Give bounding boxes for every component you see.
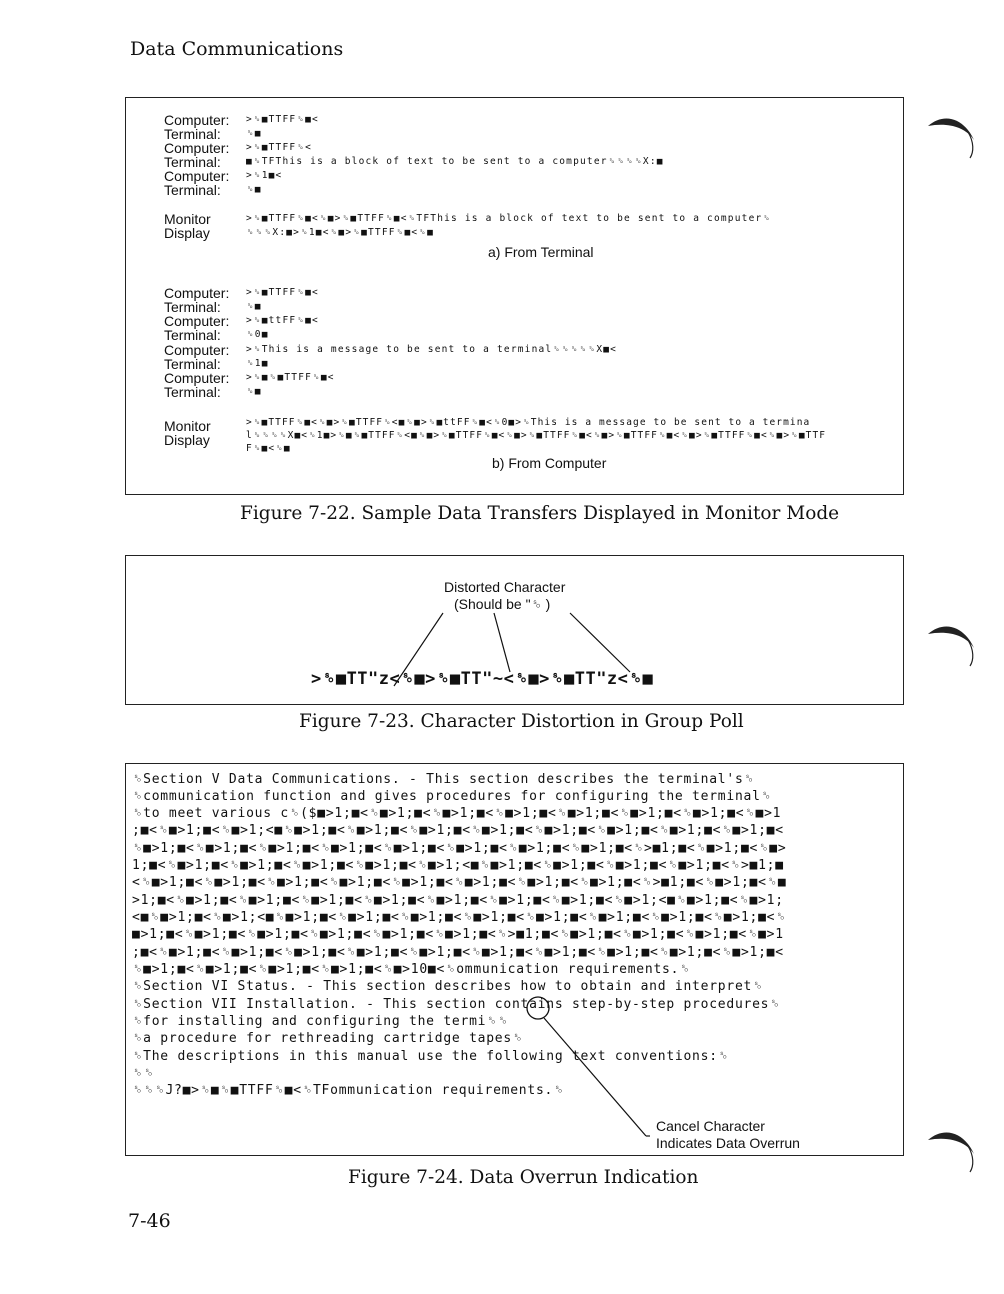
screen-line: ;■<␎■>1;■<␎■>1;■<␎■>1;■<␎■>1;■<␎■>1;■<␎■>1;■<␎■>1;■<␎■>1;■<␎■>1;■<␎■>1;■< (132, 945, 784, 960)
screen-line: ␎Section VI Status. - This section describes how to obtain and interpret␎ (132, 979, 764, 994)
figure-7-23-caption: Figure 7-23. Character Distortion in Group Poll (299, 711, 744, 732)
role-label: Terminal: (164, 299, 221, 315)
distorted-character-hint: (Should be "␎ ) (454, 596, 551, 612)
figure-7-22-box (125, 97, 904, 495)
role-label: Terminal: (164, 327, 221, 343)
transfer-data: >␎■TTFF␎■< (246, 114, 319, 125)
margin-mark-icon (920, 612, 980, 672)
display-label: Display (164, 225, 210, 241)
screen-line: ;■<␎■>1;■<␎■>1;<■␎■>1;■<␎■>1;■<␎■>1;■<␎■>1;■<␎■>1;■<␎■>1;■<␎■>1;■<␎■>1;■< (132, 823, 784, 838)
data-overrun-annotation: Indicates Data Overrun (656, 1135, 800, 1151)
role-label: Computer: (164, 112, 230, 128)
screen-line: ␎■>1;■<␎■>1;■<␎■>1;■<␎■>1;■<␎■>10■<␎ommunication requirements.␎ (132, 962, 691, 977)
screen-line: ␎for installing and configuring the termi␎␎ (132, 1014, 509, 1029)
monitor-label: Monitor (164, 211, 211, 227)
role-label: Terminal: (164, 126, 221, 142)
callout-line (544, 1018, 646, 1136)
figure-7-24-box (125, 763, 904, 1156)
subcaption-a: a) From Terminal (488, 244, 594, 260)
role-label: Computer: (164, 342, 230, 358)
monitor-line: >␎■TTFF␎■<␎■>␎■TTFF␎■<␎TFThis is a block of text to be sent to a computer␎ (246, 213, 772, 224)
screen-line: <■␎■>1;■<␎■>1;<■␎■>1;■<␎■>1;■<␎■>1;■<␎■>1;■<␎■>1;■<␎■>1;■<␎■>1;■<␎■>1;■<␎ (132, 910, 787, 925)
role-label: Computer: (164, 168, 230, 184)
screen-line: ␎communication function and gives procedures for configuring the terminal␎ (132, 789, 772, 804)
screen-line: ␎Section V Data Communications. - This section describes the terminal's␎ (132, 772, 755, 787)
screen-line: ␎␎␎J?■>␎■␎■TTFF␎■<␎TFommunication requirements.␎ (132, 1083, 565, 1098)
screen-line: ■>1;■<␎■>1;■<␎■>1;■<␎■>1;■<␎■>1;■<␎■>1;■<␎>■1;■<␎■>1;■<␎■>1;■<␎■>1;■<␎■>1 (132, 927, 784, 942)
pointer-line-middle (494, 613, 510, 672)
cancel-character-circle (527, 997, 549, 1019)
role-label: Computer: (164, 140, 230, 156)
screen-line: ␎■>1;■<␎■>1;■<␎■>1;■<␎■>1;■<␎■>1;■<␎■>1;■<␎■>1;■<␎■>1;■<␎>■1;■<␎■>1;■<␎■> (132, 841, 787, 856)
figure-7-24-caption: Figure 7-24. Data Overrun Indication (348, 1167, 699, 1188)
screen-line: ␎The descriptions in this manual use the following text conventions:␎ (132, 1049, 729, 1064)
page-number: 7-46 (128, 1210, 171, 1232)
figure-7-22-caption: Figure 7-22. Sample Data Transfers Displayed in Monitor Mode (240, 503, 840, 524)
transfer-data: ␎■ (246, 184, 262, 195)
margin-mark-icon (920, 104, 980, 164)
screen-line: 1;■<␎■>1;■<␎■>1;■<␎■>1;■<␎■>1;■<␎■>1;<■␎■>1;■<␎■>1;■<␎■>1;■<␎■>1;■<␎>■1;■ (132, 858, 784, 873)
screen-line: ␎Section VII Installation. - This section contains step-by-step procedures␎ (132, 997, 781, 1012)
screen-line: <␎■>1;■<␎■>1;■<␎■>1;■<␎■>1;■<␎■>1;■<␎■>1;■<␎■>1;■<␎■>1;■<␎>■1;■<␎■>1;■<␎■ (132, 875, 787, 890)
distorted-character-label: Distorted Character (444, 579, 566, 595)
margin-mark-icon (920, 1118, 980, 1178)
figure-7-23-box (125, 555, 904, 705)
role-label: Terminal: (164, 384, 221, 400)
monitor-label: Monitor (164, 418, 211, 434)
role-label: Terminal: (164, 182, 221, 198)
transfer-data: >␎1■< (246, 170, 283, 181)
transfer-data: >␎■TTFF␎< (246, 142, 313, 153)
page-header: Data Communications (130, 38, 344, 60)
monitor-line: F␎■<␎■ (246, 443, 291, 454)
transfer-data: >␎■ttFF␎■< (246, 315, 319, 326)
role-label: Terminal: (164, 356, 221, 372)
transfer-data: ␎■ (246, 386, 262, 397)
cancel-character-callout (126, 764, 904, 1156)
role-label: Terminal: (164, 154, 221, 170)
transfer-data: ␎■ (246, 128, 262, 139)
monitor-line: >␎■TTFF␎■<␎■>␎■TTFF␎<■␎■>␎■ttFF␎■<␎0■>␎This is a message to be sent to a termina (246, 417, 811, 428)
screen-line: >1;■<␎■>1;■<␎■>1;■<␎■>1;■<␎■>1;■<␎■>1;■<␎■>1;■<␎■>1;■<␎■>1;<■␎■>1;■<␎■>1; (132, 893, 784, 908)
monitor-line: ␎␎␎X:■>␎1■<␎■>␎■TTFF␎■<␎■ (246, 227, 435, 238)
transfer-data: ␎1■ (246, 358, 269, 369)
screen-line: ␎␎ (132, 1066, 155, 1081)
role-label: Computer: (164, 313, 230, 329)
cancel-character-annotation: Cancel Character (656, 1118, 765, 1134)
subcaption-b: b) From Computer (492, 455, 607, 471)
transfer-data: >␎This is a message to be sent to a terminal␎␎␎␎␎X■< (246, 344, 618, 355)
transfer-data: ␎0■ (246, 329, 269, 340)
group-poll-sequence: >␎■TT"z<␎■>␎■TT"~<␎■>␎■TT"z<␎■ (311, 669, 654, 689)
pointer-line-right (570, 613, 630, 672)
role-label: Computer: (164, 370, 230, 386)
screen-line: ␎to meet various c␎($■>1;■<␎■>1;■<␎■>1;■<␎■>1;■<␎■>1;■<␎■>1;■<␎■>1;■<␎■>1 (132, 806, 782, 821)
monitor-line: l␎␎␎␎X■<␎1■>␎■␎■TTFF␎<■␎■>␎■TTFF␎■<␎■>␎■TTFF␎■<␎■>␎■TTFF␎■<␎■>␎■TTFF␎■<␎■>␎■TTF (246, 430, 827, 441)
transfer-data: >␎■TTFF␎■< (246, 287, 319, 298)
role-label: Computer: (164, 285, 230, 301)
screen-line: ␎a procedure for rethreading cartridge tapes␎ (132, 1031, 524, 1046)
transfer-data: ■␎TFThis is a block of text to be sent to a computer␎␎␎␎X:■ (246, 156, 664, 167)
transfer-data: ␎■ (246, 301, 262, 312)
display-label: Display (164, 432, 210, 448)
transfer-data: >␎■␎■TTFF␎■< (246, 372, 335, 383)
